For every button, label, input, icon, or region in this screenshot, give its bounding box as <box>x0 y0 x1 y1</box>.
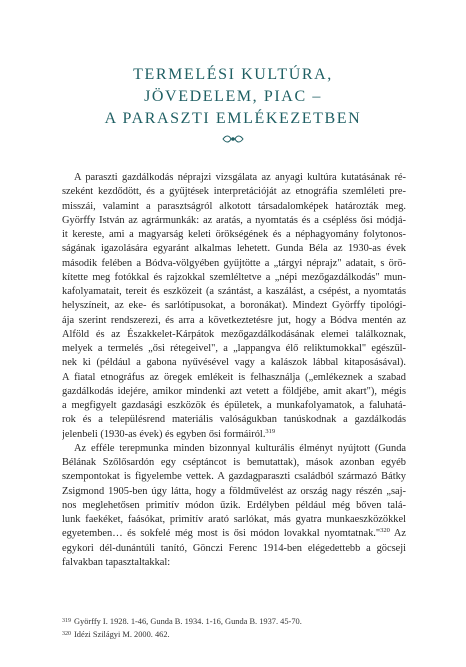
text-line: Zsigmond 1905-ben úgy látta, hogy a földművelést az ország nagy részén „saj- <box>62 485 406 497</box>
text-line: Bélának Szőlősardón egy cséptáncot is bemutattak), mások azonban egyéb <box>62 457 406 468</box>
text-line: egykori dél-dunántúli tanító, Gönczi Ferenc 1914-ben elégedettebb a göcseji <box>62 542 406 554</box>
text-line: kafolyamatait, tereit és eszközeit (a szántást, a kaszálást, a csépést, a nyomtatás <box>62 286 406 297</box>
text-fragment: Az <box>389 528 406 540</box>
text-line: ságának igazolására egyaránt alkalmas lehetett. Gunda Béla az 1930-as évek <box>62 243 406 255</box>
text-line: nek ki (például a gabona nyűvésével vagy a kalászok lábbal kitaposásával). <box>62 357 406 369</box>
chapter-title-line: TERMELÉSI KULTÚRA, <box>133 66 333 83</box>
text-line: a megfigyelt gazdasági eszközök és épületek, a munkafolyamatok, a faluhatá- <box>62 400 406 411</box>
text-line: második felében a Bódva-völgyében gyűjtötte a „tárgyi néprajz" adatait, s örö- <box>62 257 406 269</box>
footnote-text: Györffy I. 1928. 1-46, Gunda B. 1934. 1-16, Gunda B. 1937. 45-70. <box>74 617 302 626</box>
footnotes <box>62 615 406 641</box>
text-line: A fiatal etnográfus az öregek emlékeit is felhasználja („emlékeznek a szabad <box>62 371 406 383</box>
paragraph <box>62 171 406 442</box>
text-line: melyek a termelés „ősi rétegeivel", a „lappangva élő reliktumokkal" egészül- <box>62 343 406 354</box>
text-line: A paraszti gazdálkodás néprajzi vizsgálata az anyagi kultúra kutatásának ré- <box>74 172 406 183</box>
footnote-number: 320 <box>62 631 71 638</box>
text-line: szempontokat is figyelembe vettek. A gazdagparaszti családból származó Bátky <box>62 471 406 483</box>
text-line: Alföld és az Északkelet-Kárpátok mezőgazdálkodásának elemei találkoznak, <box>62 328 406 340</box>
text-line: szeként kezdődött, és a gyűjtések interpretációját az etnográfia szemléleti pre- <box>62 186 406 198</box>
footnote-number: 319 <box>62 618 71 624</box>
text-line: it kereste, ami a magyarság keleti örökségének és a néphagyomány folytonos- <box>62 229 406 240</box>
floral-ornament-icon <box>0 134 466 147</box>
text-line: gazdálkodás idejére, amikor mindenki azt vetett a földjébe, amit akart"), mégis <box>62 385 406 397</box>
footnote <box>62 615 406 628</box>
footnote-reference: 320 <box>380 527 390 535</box>
body-text <box>62 171 406 570</box>
footnote <box>62 628 406 641</box>
footnote-reference: 319 <box>265 427 276 435</box>
text-line: egyetemben… és sokfelé még most is ősi módon lovakkal nyomtatnak."$^{320}$ Az <box>62 527 406 540</box>
chapter-title-line: JÖVEDELEM, PIAC – <box>144 88 322 105</box>
text-line: rok és a településrend materiális valóságukban tanúskodnak a gazdálkodás <box>62 414 406 426</box>
text-line: helyszíneit, az eke- és sarlótípusokat, a boronákat). Mindezt Györffy tipológi- <box>62 300 406 312</box>
text-line: jelenbeli (1930-as évek) és egyben ősi formáiról.$^{319}$ <box>62 427 276 440</box>
text-line: kítette meg fotókkal és rajzokkal szemléltetve a „népi mezőgazdálkodás" mun- <box>62 271 406 283</box>
chapter-title <box>0 64 466 130</box>
footnote-text: Idézi Szilágyi M. 2000. 462. <box>74 630 170 640</box>
text-line: falvakban tapasztaltakkal: <box>62 556 171 568</box>
text-line: Györffy István az agrármunkák: az aratás, a nyomtatás és a csépléss ősi módjá- <box>62 214 406 226</box>
text-line: ája szerint rendszerezi, és arra a következtetésre jut, hogy a Bódva mentén az <box>62 314 406 326</box>
chapter-title-line: A PARASZTI EMLÉKEZETBEN <box>104 110 362 127</box>
paragraph <box>62 442 406 570</box>
text-line: nos meglehetősen primitív módon űzik. Erdélyben például még bőven talá- <box>62 499 406 511</box>
text-line: misszái, valamint a parasztságról alkotott társadalomképek határozták meg. <box>62 200 406 212</box>
text-line: lunk faekéket, faásókat, primitív arató sarlókat, más gyatra munkaeszközökkel <box>62 514 406 525</box>
text-line: Az efféle terepmunka minden bizonnyal kulturális élményt nyújtott (Gunda <box>74 442 406 454</box>
